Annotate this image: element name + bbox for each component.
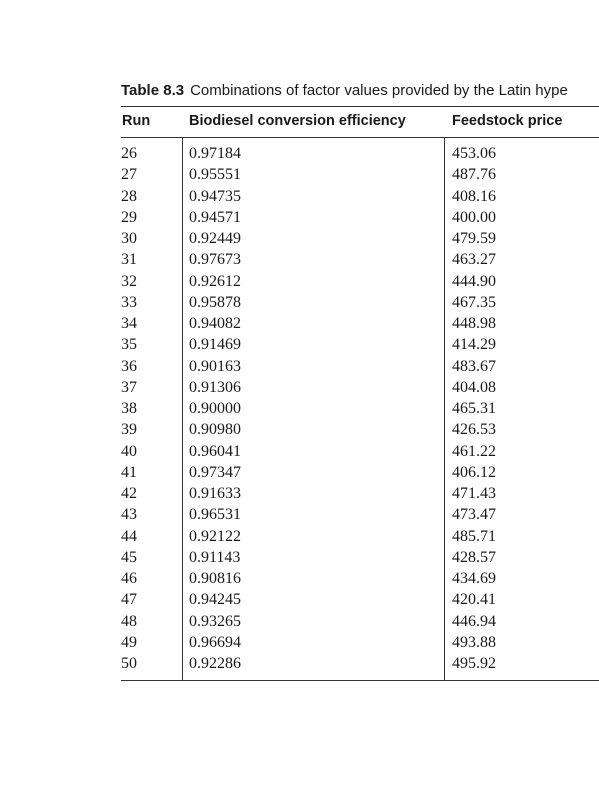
efficiency-cell: 0.97184: [189, 145, 241, 162]
run-cell: 38: [121, 400, 137, 417]
efficiency-cell: 0.91143: [189, 548, 241, 566]
table-caption-text: Combinations of factor values provided by the Latin hype: [190, 82, 568, 99]
feedstock-price-cell: 400.00: [452, 208, 496, 226]
run-cell: 47: [121, 591, 137, 609]
efficiency-cell: 0.93265: [189, 612, 241, 630]
table-row: [121, 164, 599, 185]
run-cell: 42: [121, 485, 137, 502]
run-cell: 34: [121, 315, 137, 332]
table-row: [121, 589, 599, 610]
efficiency-cell: 0.90980: [189, 421, 241, 439]
table-row: [121, 207, 599, 228]
run-cell: 36: [121, 357, 137, 375]
efficiency-cell: 0.91306: [189, 378, 241, 396]
feedstock-price-cell: 420.41: [452, 591, 496, 609]
table-bottom-rule: [121, 680, 599, 681]
efficiency-cell: 0.90816: [189, 570, 241, 587]
table-row: [121, 483, 599, 504]
column-header-run: Run: [122, 113, 151, 129]
table-row: [121, 504, 599, 525]
run-cell: 29: [121, 208, 137, 226]
run-cell: 41: [121, 463, 137, 481]
feedstock-price-cell: 404.08: [452, 378, 496, 396]
feedstock-price-cell: 453.06: [452, 145, 496, 162]
run-cell: 45: [121, 548, 137, 566]
run-cell: 40: [121, 442, 137, 460]
feedstock-price-cell: 428.57: [452, 548, 496, 566]
table-row: [121, 377, 599, 398]
efficiency-cell: 0.95551: [189, 166, 241, 184]
feedstock-price-cell: 408.16: [452, 187, 496, 205]
run-cell: 46: [121, 570, 137, 587]
table-header-rule: [121, 137, 599, 138]
efficiency-cell: 0.97673: [189, 251, 241, 269]
feedstock-price-cell: 493.88: [452, 633, 496, 651]
column-header-efficiency: Biodiesel conversion efficiency: [189, 113, 406, 129]
feedstock-price-cell: 444.90: [452, 272, 496, 290]
run-cell: 35: [121, 336, 137, 354]
table-row: [121, 292, 599, 313]
efficiency-cell: 0.92612: [189, 272, 241, 290]
table-row: [121, 441, 599, 462]
efficiency-cell: 0.90163: [189, 357, 241, 375]
run-cell: 26: [121, 145, 137, 162]
run-cell: 44: [121, 527, 137, 545]
feedstock-price-cell: 467.35: [452, 293, 496, 311]
efficiency-cell: 0.94245: [189, 591, 241, 609]
efficiency-cell: 0.96531: [189, 506, 241, 524]
efficiency-cell: 0.91469: [189, 336, 241, 354]
feedstock-price-cell: 414.29: [452, 336, 496, 354]
run-cell: 30: [121, 230, 137, 247]
efficiency-cell: 0.90000: [189, 400, 241, 417]
column-header-feedstock-price: Feedstock price: [452, 113, 563, 129]
table-row: [121, 632, 599, 653]
table-row: [121, 313, 599, 334]
table-row: [121, 398, 599, 419]
table-top-rule: [121, 106, 599, 107]
feedstock-price-cell: 487.76: [452, 166, 496, 184]
table-row: [121, 547, 599, 568]
feedstock-price-cell: 446.94: [452, 612, 496, 630]
table-label: Table 8.3: [121, 82, 185, 99]
table-body: [121, 143, 599, 674]
feedstock-price-cell: 495.92: [452, 655, 496, 672]
table-row: [121, 271, 599, 292]
efficiency-cell: 0.96041: [189, 442, 241, 460]
feedstock-price-cell: 465.31: [452, 400, 496, 417]
efficiency-cell: 0.94571: [189, 208, 241, 226]
run-cell: 37: [121, 378, 137, 396]
run-cell: 31: [121, 251, 137, 269]
table-row: [121, 526, 599, 547]
feedstock-price-cell: 434.69: [452, 570, 496, 587]
efficiency-cell: 0.95878: [189, 293, 241, 311]
efficiency-cell: 0.97347: [189, 463, 241, 481]
run-cell: 39: [121, 421, 137, 439]
efficiency-cell: 0.94082: [189, 315, 241, 332]
table-row: [121, 653, 599, 674]
efficiency-cell: 0.96694: [189, 633, 241, 651]
run-cell: 33: [121, 293, 137, 311]
run-cell: 48: [121, 612, 137, 630]
feedstock-price-cell: 461.22: [452, 442, 496, 460]
run-cell: 49: [121, 633, 137, 651]
table-row: [121, 419, 599, 440]
table-row: [121, 334, 599, 355]
efficiency-cell: 0.92449: [189, 230, 241, 247]
run-cell: 32: [121, 272, 137, 290]
table-row: [121, 143, 599, 164]
table-row: [121, 356, 599, 377]
table-row: [121, 568, 599, 589]
feedstock-price-cell: 426.53: [452, 421, 496, 439]
table-row: [121, 611, 599, 632]
efficiency-cell: 0.91633: [189, 485, 241, 502]
table-row: [121, 462, 599, 483]
table-caption: [121, 80, 568, 102]
table-row: [121, 249, 599, 270]
run-cell: 43: [121, 506, 137, 524]
feedstock-price-cell: 485.71: [452, 527, 496, 545]
efficiency-cell: 0.92122: [189, 527, 241, 545]
feedstock-price-cell: 406.12: [452, 463, 496, 481]
feedstock-price-cell: 483.67: [452, 357, 496, 375]
run-cell: 27: [121, 166, 137, 184]
feedstock-price-cell: 471.43: [452, 485, 496, 502]
efficiency-cell: 0.94735: [189, 187, 241, 205]
feedstock-price-cell: 473.47: [452, 506, 496, 524]
feedstock-price-cell: 463.27: [452, 251, 496, 269]
feedstock-price-cell: 448.98: [452, 315, 496, 332]
table-row: [121, 228, 599, 249]
efficiency-cell: 0.92286: [189, 655, 241, 672]
feedstock-price-cell: 479.59: [452, 230, 496, 247]
run-cell: 50: [121, 655, 137, 672]
run-cell: 28: [121, 187, 137, 205]
table-row: [121, 186, 599, 207]
